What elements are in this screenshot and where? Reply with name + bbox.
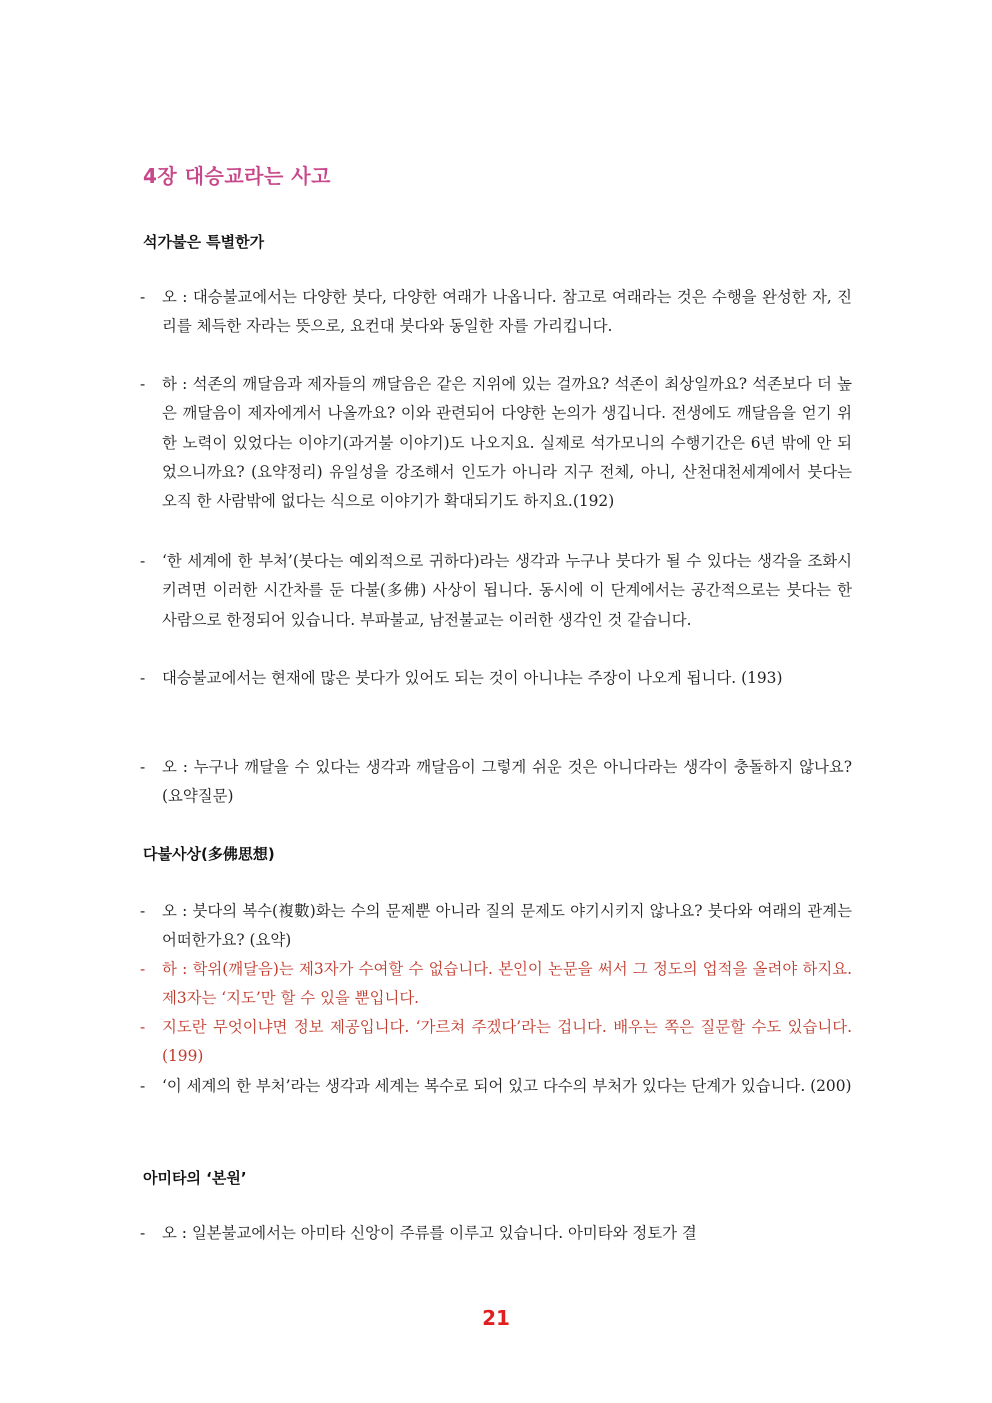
list-item-text: 오 : 붓다의 복수(複數)화는 수의 문제뿐 아니라 질의 문제도 야기시키지 않나요? 붓다와 여래의 관계는 어떠한가요? (요약) — [162, 902, 852, 950]
list-item-text: 대승불교에서는 현재에 많은 붓다가 있어도 되는 것이 아니냐는 주장이 나오게 됩니다. (193) — [162, 669, 783, 687]
list-item — [140, 1219, 852, 1248]
section-title-3: 아미타의 ‘본원’ — [143, 1169, 247, 1187]
list-dash: - — [140, 552, 146, 570]
list-item — [140, 753, 852, 812]
list-dash: - — [140, 758, 146, 776]
page-number: 21 — [482, 1306, 510, 1330]
list-item-text: 오 : 대승불교에서는 다양한 붓다, 다양한 여래가 나옵니다. 참고로 여래라는 것은 수행을 완성한 자, 진리를 체득한 자라는 뜻으로, 요컨대 붓다와 동일한 자를 가리킵니다. — [162, 288, 852, 336]
list-item — [140, 1072, 852, 1101]
list-item — [140, 897, 852, 956]
list-dash: - — [140, 375, 146, 393]
list-item — [140, 370, 852, 516]
list-item — [140, 547, 852, 635]
list-dash: - — [140, 960, 146, 978]
section-title-1: 석가불은 특별한가 — [143, 233, 265, 251]
list-item-highlighted — [140, 1013, 852, 1072]
list-item-text: 하 : 학위(깨달음)는 제3자가 수여할 수 없습니다. 본인이 논문을 써서 그 정도의 업적을 올려야 하지요. 제3자는 ‘지도’만 할 수 있을 뿐입니다. — [162, 960, 852, 1008]
list-item-highlighted — [140, 955, 852, 1014]
list-dash: - — [140, 1224, 146, 1242]
list-item-text: ‘한 세계에 한 부처’(붓다는 예외적으로 귀하다)라는 생각과 누구나 붓다가 될 수 있다는 생각을 조화시키려면 이러한 시간차를 둔 다불(多佛) 사상이 됩니다. 동시에 이 단계에서는 공간적으로는 붓다는 한 사람으로 한정되어 있습니다. 부파불교, 남전불교는 이러한 생각인 것 같습니다. — [162, 552, 852, 629]
list-dash: - — [140, 1077, 146, 1095]
list-dash: - — [140, 902, 146, 920]
list-item-text: ‘이 세계의 한 부처’라는 생각과 세계는 복수로 되어 있고 다수의 부처가 있다는 단계가 있습니다. (200) — [162, 1077, 852, 1095]
list-item-text: 오 : 일본불교에서는 아미타 신앙이 주류를 이루고 있습니다. 아미타와 정토가 결 — [162, 1224, 697, 1242]
list-item-text: 오 : 누구나 깨달을 수 있다는 생각과 깨달음이 그렇게 쉬운 것은 아니다라는 생각이 충돌하지 않나요? (요약질문) — [162, 758, 852, 806]
list-item-text: 하 : 석존의 깨달음과 제자들의 깨달음은 같은 지위에 있는 걸까요? 석존이 최상일까요? 석존보다 더 높은 깨달음이 제자에게서 나올까요? 이와 관련되어 다양한 논의가 생깁니다. 전생에도 깨달음을 얻기 위한 노력이 있었다는 이야기(과거불 이야기)도 나오지요. 실제로 석가모니의 수행기간은 6년 밖에 안 되었으니까요? (요약정리) 유일성을 강조해서 인도가 아니라 지구 전체, 아니, 산천대천세계에서 붓다는 오직 한 사람밖에 없다는 식으로 이야기가 확대되기도 하지요.(192) — [162, 375, 852, 511]
list-item — [140, 664, 852, 693]
chapter-title: 4장 대승교라는 사고 — [143, 164, 331, 188]
list-item — [140, 283, 852, 342]
list-dash: - — [140, 1018, 146, 1036]
list-dash: - — [140, 669, 146, 687]
section-title-2: 다불사상(多佛思想) — [143, 845, 275, 863]
list-item-text: 지도란 무엇이냐면 정보 제공입니다. ‘가르쳐 주겠다’라는 겁니다. 배우는 쪽은 질문할 수도 있습니다. (199) — [162, 1018, 852, 1066]
list-dash: - — [140, 288, 146, 306]
